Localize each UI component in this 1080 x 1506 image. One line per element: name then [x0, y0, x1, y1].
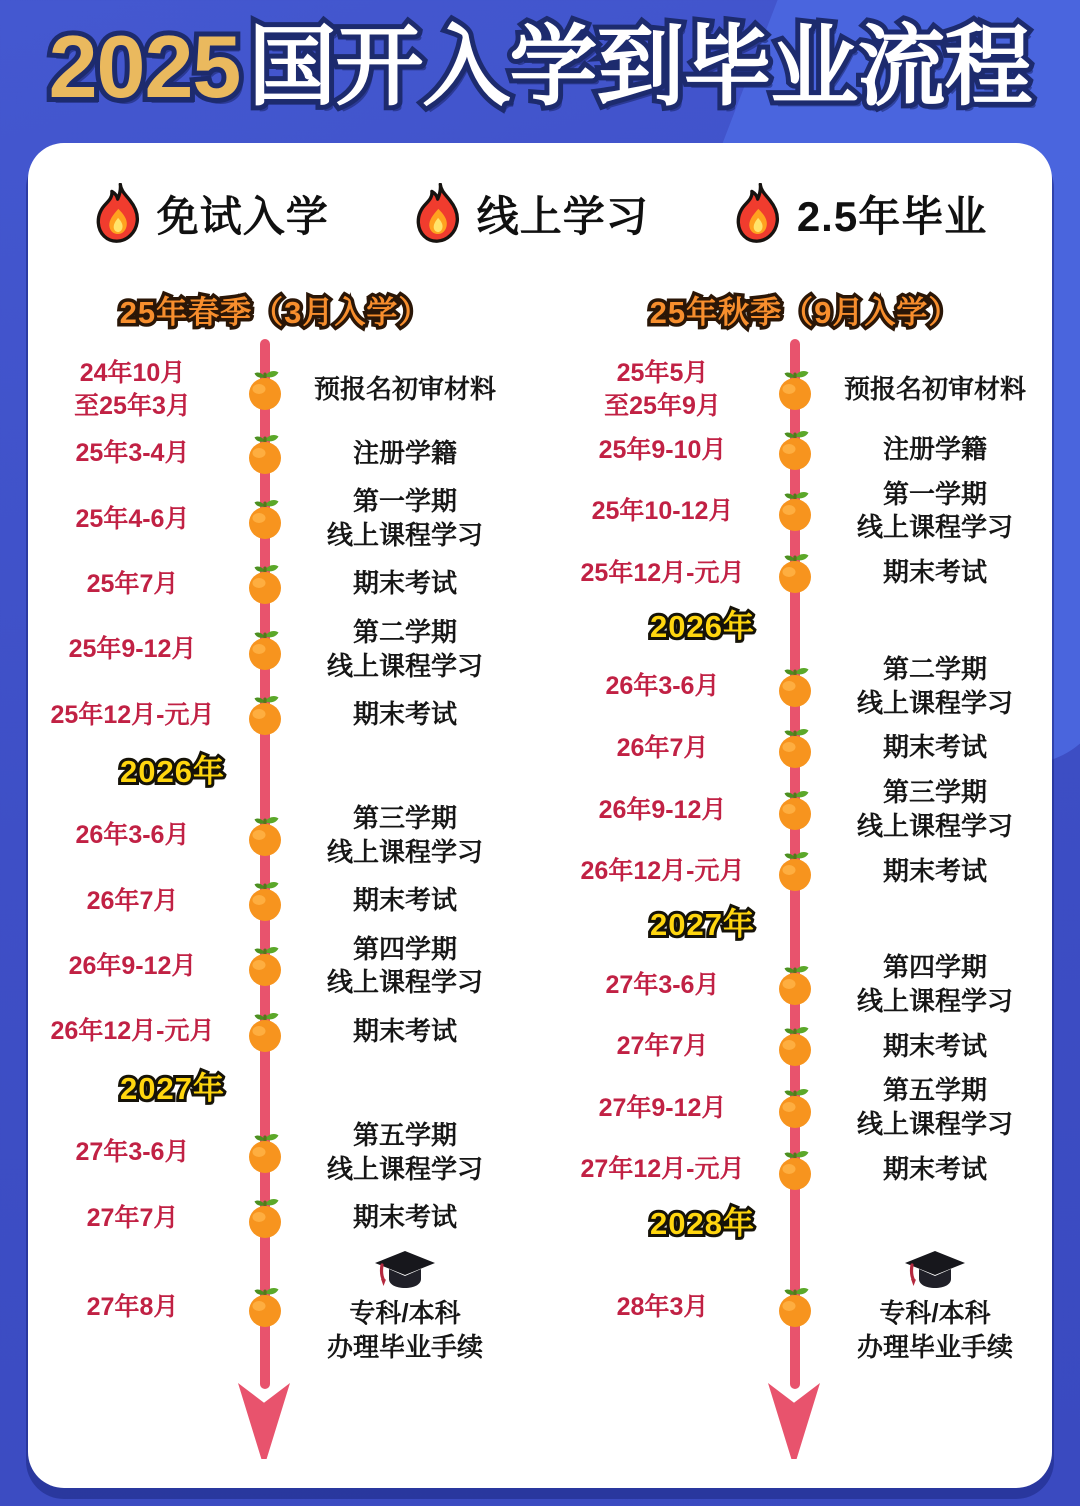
- timeline-event-row: [40, 1197, 510, 1239]
- event-label: [305, 437, 505, 471]
- timeline-marker: [225, 1132, 305, 1174]
- event-label-line: 注册学籍: [352, 437, 457, 468]
- event-date-line: 26年3-6月: [75, 821, 190, 850]
- event-label-line: 注册学籍: [882, 433, 987, 464]
- timeline-event-row: [40, 1249, 510, 1365]
- event-date-line: 26年9-12月: [598, 795, 727, 824]
- timeline-marker: [755, 666, 835, 708]
- event-label: [305, 1015, 505, 1049]
- timeline-marker: [755, 490, 835, 532]
- event-date: [40, 437, 225, 470]
- event-label-line: 第二学期: [352, 616, 457, 647]
- timeline-marker: [225, 629, 305, 671]
- timeline: [40, 333, 510, 1451]
- event-date-line: 25年10-12月: [591, 497, 734, 526]
- timeline-marker: [755, 789, 835, 831]
- timeline-marker: [225, 433, 305, 475]
- event-label-line: 第五学期: [882, 1075, 987, 1106]
- event-label-line: 期末考试: [352, 698, 457, 729]
- timeline-event-row: [40, 616, 510, 684]
- orange-marker-icon: [775, 490, 815, 532]
- timeline-event-row: [40, 694, 510, 736]
- event-date-line: 25年7月: [86, 569, 179, 598]
- event-date: [570, 732, 755, 765]
- year-badge: 2027年 2027年: [80, 1063, 265, 1108]
- event-label-line: 期末考试: [352, 1015, 457, 1046]
- timeline-event-row: [570, 552, 1040, 594]
- event-date-line: 24年10月: [79, 359, 186, 387]
- event-label-line: 期末考试: [352, 568, 457, 599]
- timeline-event-row: [570, 653, 1040, 721]
- year-badge: 2026年 2026年: [80, 746, 265, 791]
- event-date: [40, 357, 225, 422]
- event-label-line: 第三学期: [352, 802, 457, 833]
- event-label-line: 线上课程学习: [326, 836, 483, 867]
- event-label: [305, 802, 505, 870]
- event-label: [305, 884, 505, 918]
- event-label: [305, 698, 505, 732]
- event-date: [570, 434, 755, 467]
- event-date-line: 26年3-6月: [605, 672, 720, 701]
- event-label-line: 线上课程学习: [856, 687, 1013, 718]
- timeline-event-row: [570, 776, 1040, 844]
- event-date-line: 26年12月-元月: [580, 857, 745, 886]
- orange-marker-icon: [775, 727, 815, 769]
- event-date-line: 25年12月-元月: [50, 700, 215, 729]
- orange-marker-icon: [245, 369, 285, 411]
- orange-marker-icon: [775, 850, 815, 892]
- timeline-marker: [755, 1149, 835, 1191]
- event-date: [40, 699, 225, 732]
- event-date: [570, 855, 755, 888]
- event-label: [305, 616, 505, 684]
- title-text: 国开入学到毕业流程 国开入学到毕业流程: [248, 14, 1031, 120]
- orange-marker-icon: [775, 1286, 815, 1328]
- event-label-line: 期末考试: [352, 885, 457, 916]
- timeline-event-row: [40, 485, 510, 553]
- event-date: [570, 670, 755, 703]
- event-label-line: 期末考试: [882, 1030, 987, 1061]
- event-label-line: 线上课程学习: [856, 1109, 1013, 1140]
- orange-marker-icon: [245, 945, 285, 987]
- timeline-event-row: [40, 433, 510, 475]
- event-label: [835, 478, 1035, 546]
- event-label-line: 第一学期: [882, 478, 987, 509]
- event-label: [305, 373, 505, 407]
- event-date-line: 26年9-12月: [68, 952, 197, 981]
- event-label-line: 第二学期: [882, 653, 987, 684]
- timeline-marker: [225, 815, 305, 857]
- timeline-marker: [755, 964, 835, 1006]
- feature-label: 2.5年毕业: [796, 193, 988, 240]
- event-label: [835, 855, 1035, 889]
- timeline-marker: [225, 369, 305, 411]
- event-date: [40, 503, 225, 536]
- event-date: [40, 1202, 225, 1235]
- event-date: [40, 1136, 225, 1169]
- timeline-marker: [755, 727, 835, 769]
- orange-marker-icon: [775, 1149, 815, 1191]
- event-label-line: 第五学期: [352, 1119, 457, 1150]
- feature-label: 免试入学: [156, 193, 329, 240]
- timeline-marker: [225, 694, 305, 736]
- orange-marker-icon: [245, 1132, 285, 1174]
- event-date-line: 27年3-6月: [75, 1138, 190, 1167]
- year-badge: 2028年 2028年: [610, 1198, 795, 1243]
- event-date-line: 至25年9月: [604, 391, 721, 420]
- year-row: [570, 601, 1040, 646]
- timeline-event-row: [570, 1149, 1040, 1191]
- event-label-line: 期末考试: [882, 732, 987, 763]
- event-date: [40, 819, 225, 852]
- column-title: 25年秋季（9月入学） 25年秋季（9月入学）: [650, 287, 961, 332]
- timeline-marker: [225, 1197, 305, 1239]
- event-label-line: 期末考试: [882, 557, 987, 588]
- event-label: [835, 373, 1035, 407]
- event-label-line: 专科/本科: [879, 1298, 991, 1329]
- event-label-line: 线上课程学习: [326, 1153, 483, 1184]
- event-label: [835, 1074, 1035, 1142]
- orange-marker-icon: [775, 1025, 815, 1067]
- timeline-event-row: [570, 727, 1040, 769]
- event-label: [835, 776, 1035, 844]
- feature-item: [413, 183, 649, 245]
- page-title: [0, 14, 1080, 120]
- timeline-event-row: [40, 563, 510, 605]
- event-label: [835, 951, 1035, 1019]
- timeline-columns: [28, 287, 1052, 1451]
- event-label-line: 第一学期: [352, 486, 457, 517]
- event-date: [40, 568, 225, 601]
- timeline-event-row: [570, 1074, 1040, 1142]
- event-date-line: 26年12月-元月: [50, 1017, 215, 1046]
- timeline-marker: [755, 1286, 835, 1328]
- event-label: [835, 1030, 1035, 1064]
- timeline-event-row: [40, 357, 510, 422]
- timeline-event-row: [570, 951, 1040, 1019]
- column-title-wrap: [40, 287, 510, 333]
- timeline: [570, 333, 1040, 1451]
- event-label-line: 线上课程学习: [326, 650, 483, 681]
- event-label-line: 第三学期: [882, 776, 987, 807]
- event-date-line: 27年8月: [86, 1292, 179, 1321]
- timeline-event-row: [570, 1025, 1040, 1067]
- timeline-marker: [225, 880, 305, 922]
- event-date: [570, 969, 755, 1002]
- timeline-event-row: [40, 1011, 510, 1053]
- event-date: [570, 557, 755, 590]
- event-date: [40, 885, 225, 918]
- orange-marker-icon: [775, 429, 815, 471]
- event-date-line: 至25年3月: [74, 391, 191, 420]
- orange-marker-icon: [245, 1197, 285, 1239]
- event-label: [835, 653, 1035, 721]
- orange-marker-icon: [775, 964, 815, 1006]
- event-date: [570, 1291, 755, 1324]
- event-date: [40, 633, 225, 666]
- orange-marker-icon: [245, 1011, 285, 1053]
- event-date-line: 27年7月: [86, 1203, 179, 1232]
- timeline-marker: [755, 369, 835, 411]
- event-label: [305, 485, 505, 553]
- timeline-column: [40, 287, 510, 1451]
- event-date-line: 25年5月: [616, 359, 709, 387]
- event-date-line: 27年9-12月: [598, 1093, 727, 1122]
- orange-marker-icon: [245, 1286, 285, 1328]
- timeline-marker: [755, 552, 835, 594]
- event-label: [305, 1201, 505, 1235]
- event-label-line: 线上课程学习: [326, 519, 483, 550]
- year-row: [570, 899, 1040, 944]
- event-date: [570, 1092, 755, 1125]
- event-date-line: 26年7月: [86, 886, 179, 915]
- event-label: [305, 933, 505, 1001]
- event-date-line: 28年3月: [616, 1292, 709, 1321]
- orange-marker-icon: [245, 498, 285, 540]
- orange-marker-icon: [245, 563, 285, 605]
- timeline-marker: [225, 945, 305, 987]
- timeline-marker: [755, 429, 835, 471]
- event-date: [570, 1030, 755, 1063]
- arrow-down-icon: [768, 1383, 820, 1459]
- event-label-line: 线上课程学习: [856, 985, 1013, 1016]
- features-row: [28, 143, 1052, 245]
- event-label-line: 预报名初审材料: [313, 373, 496, 404]
- orange-marker-icon: [245, 433, 285, 475]
- flame-icon: [413, 183, 465, 245]
- timeline-event-row: [570, 1249, 1040, 1365]
- column-title: 25年春季（3月入学） 25年春季（3月入学）: [120, 287, 431, 332]
- year-badge: 2026年 2026年: [610, 601, 795, 646]
- event-date-line: 25年9-10月: [598, 435, 727, 464]
- timeline-marker: [755, 1025, 835, 1067]
- year-row: [570, 1198, 1040, 1243]
- orange-marker-icon: [245, 815, 285, 857]
- column-title-wrap: [570, 287, 1040, 333]
- event-label-line: 期末考试: [882, 1153, 987, 1184]
- event-label-line: 期末考试: [352, 1201, 457, 1232]
- timeline-event-row: [40, 802, 510, 870]
- event-date: [40, 950, 225, 983]
- timeline-event-row: [570, 850, 1040, 892]
- event-label-line: 线上课程学习: [326, 967, 483, 998]
- timeline-marker: [225, 498, 305, 540]
- orange-marker-icon: [775, 1087, 815, 1129]
- orange-marker-icon: [775, 789, 815, 831]
- event-label-line: 办理毕业手续: [856, 1332, 1013, 1363]
- year-row: [40, 1063, 510, 1108]
- event-date-line: 27年7月: [616, 1032, 709, 1061]
- timeline-marker: [225, 1286, 305, 1328]
- timeline-event-row: [570, 429, 1040, 471]
- event-label-line: 期末考试: [882, 855, 987, 886]
- timeline-marker: [225, 1011, 305, 1053]
- year-badge: 2027年 2027年: [610, 899, 795, 944]
- event-label: [305, 567, 505, 601]
- orange-marker-icon: [245, 694, 285, 736]
- orange-marker-icon: [245, 880, 285, 922]
- event-date-line: 25年12月-元月: [580, 558, 745, 587]
- event-label-line: 专科/本科: [349, 1298, 461, 1329]
- timeline-event-row: [570, 357, 1040, 422]
- timeline-event-row: [40, 933, 510, 1001]
- orange-marker-icon: [775, 552, 815, 594]
- year-row: [40, 746, 510, 791]
- event-date-line: 26年7月: [616, 733, 709, 762]
- event-label-line: 线上课程学习: [856, 512, 1013, 543]
- event-date: [40, 1015, 225, 1048]
- event-date-line: 27年3-6月: [605, 970, 720, 999]
- timeline-marker: [225, 563, 305, 605]
- event-label-line: 线上课程学习: [856, 810, 1013, 841]
- event-label: [835, 731, 1035, 765]
- orange-marker-icon: [775, 666, 815, 708]
- timeline-event-row: [40, 1119, 510, 1187]
- flame-icon: [733, 183, 785, 245]
- event-label: [835, 1153, 1035, 1187]
- event-label: [305, 1249, 505, 1365]
- timeline-marker: [755, 850, 835, 892]
- event-date: [40, 1291, 225, 1324]
- event-date: [570, 794, 755, 827]
- event-label: [835, 433, 1035, 467]
- title-year: 2025 2025: [49, 14, 241, 120]
- event-label-line: 办理毕业手续: [326, 1332, 483, 1363]
- flame-icon: [93, 183, 145, 245]
- event-date: [570, 1153, 755, 1186]
- event-date: [570, 495, 755, 528]
- feature-item: [733, 183, 987, 245]
- event-date-line: 25年3-4月: [75, 439, 190, 468]
- orange-marker-icon: [775, 369, 815, 411]
- timeline-event-row: [40, 880, 510, 922]
- event-date-line: 25年9-12月: [68, 635, 197, 664]
- event-label-line: 第四学期: [352, 933, 457, 964]
- event-label-line: 第四学期: [882, 952, 987, 983]
- arrow-down-icon: [238, 1383, 290, 1459]
- timeline-column: [570, 287, 1040, 1451]
- event-label: [835, 1249, 1035, 1365]
- graduation-cap-icon: [373, 1249, 437, 1295]
- graduation-cap-icon: [903, 1249, 967, 1295]
- timeline-event-row: [570, 478, 1040, 546]
- event-date-line: 27年12月-元月: [580, 1155, 745, 1184]
- content-card: [28, 143, 1052, 1488]
- event-date-line: 25年4-6月: [75, 504, 190, 533]
- event-date: [570, 357, 755, 422]
- event-label: [835, 556, 1035, 590]
- feature-label: 线上学习: [476, 193, 649, 240]
- event-label-line: 预报名初审材料: [843, 373, 1026, 404]
- event-label: [305, 1119, 505, 1187]
- orange-marker-icon: [245, 629, 285, 671]
- feature-item: [93, 183, 329, 245]
- timeline-marker: [755, 1087, 835, 1129]
